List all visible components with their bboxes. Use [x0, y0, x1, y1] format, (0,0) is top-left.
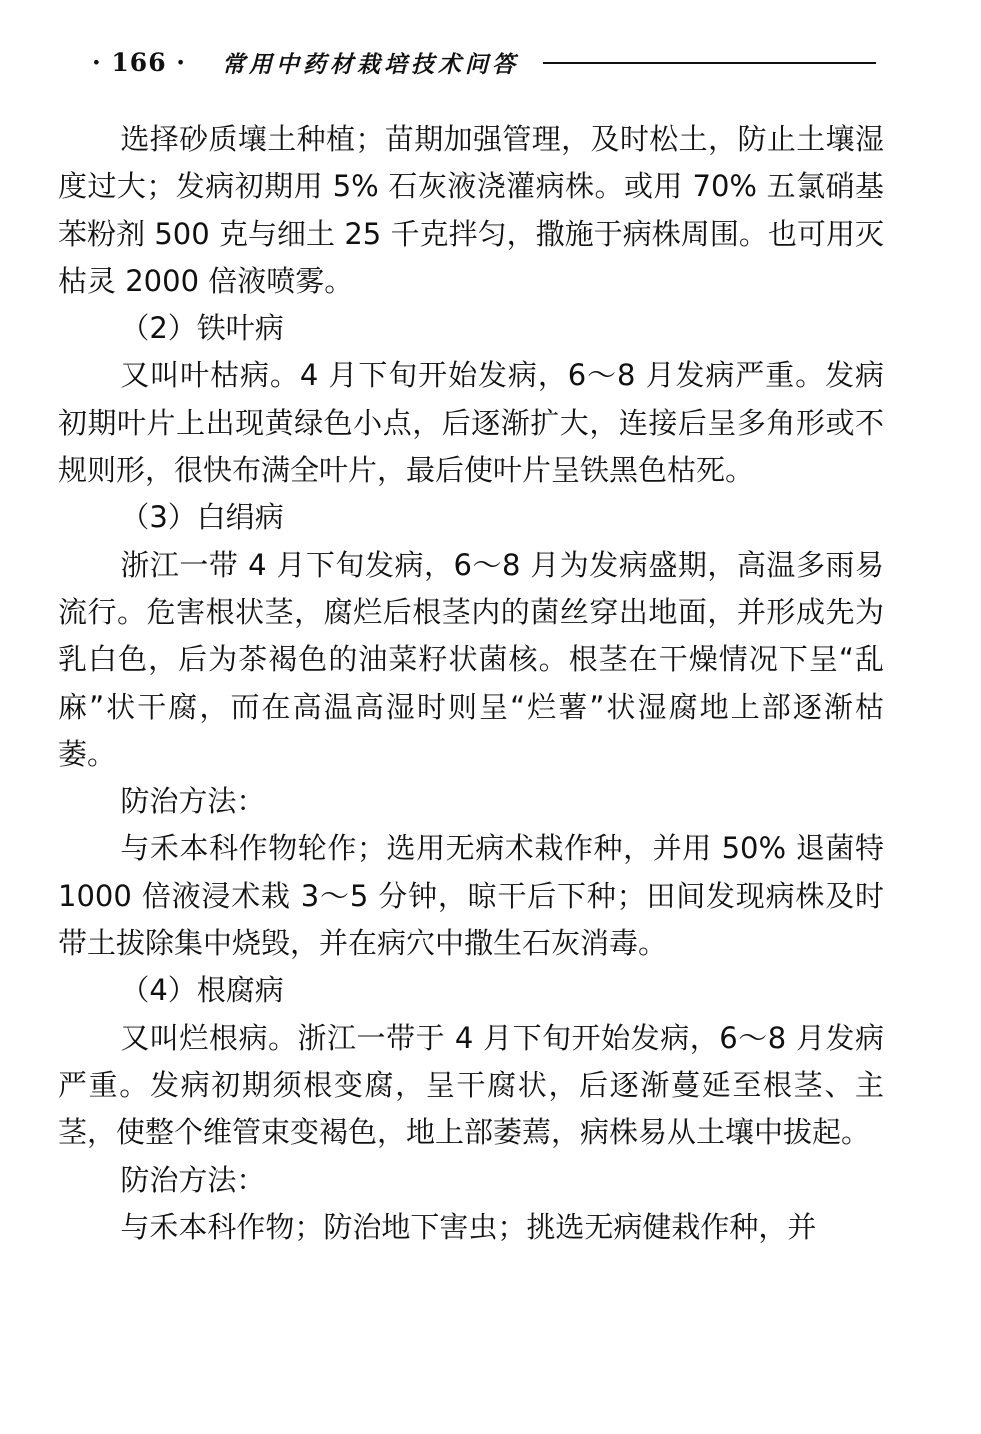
- heading-control-methods: 防治方法：: [120, 784, 266, 819]
- heading-iron-leaf-disease: （2）铁叶病: [120, 311, 284, 346]
- heading-southern-blight: （3）白绢病: [120, 500, 284, 535]
- paragraph-root-rot-control: 与禾本科作物；防治地下害虫；挑选无病健栽作种，并: [120, 1209, 817, 1244]
- page-header: [92, 40, 876, 84]
- paragraph-root-rot: 又叫烂根病。浙江一带于 4 月下旬开始发病，6～8 月发病严重。发病初期须根变腐，呈干腐状，后逐渐蔓延至根茎、主茎，使整个维管束变褐色，地上部萎蔫，病株易从土壤中拔起。: [58, 1020, 884, 1150]
- paragraph-control-methods-continued: 选择砂质壤土种植；苗期加强管理，及时松土，防止土壤湿度过大；发病初期用 5% 石灰液浇灌病株。或用 70% 五氯硝基苯粉剂 500 克与细土 25 千克拌匀，撒施于病株周围。也可用灭枯灵 2000 倍液喷雾。: [58, 122, 884, 298]
- paragraph-southern-blight-control: 与禾本科作物轮作；选用无病术栽作种，并用 50% 退菌特 1000 倍液浸术栽 3～5 分钟，晾干后下种；田间发现病株及时带土拔除集中烧毁，并在病穴中撒生石灰消毒。: [58, 831, 884, 961]
- paragraph-southern-blight: 浙江一带 4 月下旬发病，6～8 月为发病盛期，高温多雨易流行。危害根状茎，腐烂后根茎内的菌丝穿出地面，并形成先为乳白色，后为茶褐色的油菜籽状菌核。根茎在干燥情况下呈“乱麻”状干腐，而在高温高湿时则呈“烂薯”状湿腐地上部逐渐枯萎。: [58, 547, 884, 771]
- page-number: · 166 ·: [92, 47, 186, 77]
- book-title: 常用中药材栽培技术问答: [222, 50, 519, 78]
- heading-root-rot: （4）根腐病: [120, 973, 284, 1008]
- body-text: [58, 116, 884, 1251]
- header-rule: [543, 62, 876, 64]
- heading-control-methods-2: 防治方法：: [120, 1162, 266, 1197]
- paragraph-iron-leaf-disease: 又叫叶枯病。4 月下旬开始发病，6～8 月发病严重。发病初期叶片上出现黄绿色小点，后逐渐扩大，连接后呈多角形或不规则形，很快布满全叶片，最后使叶片呈铁黑色枯死。: [58, 358, 884, 488]
